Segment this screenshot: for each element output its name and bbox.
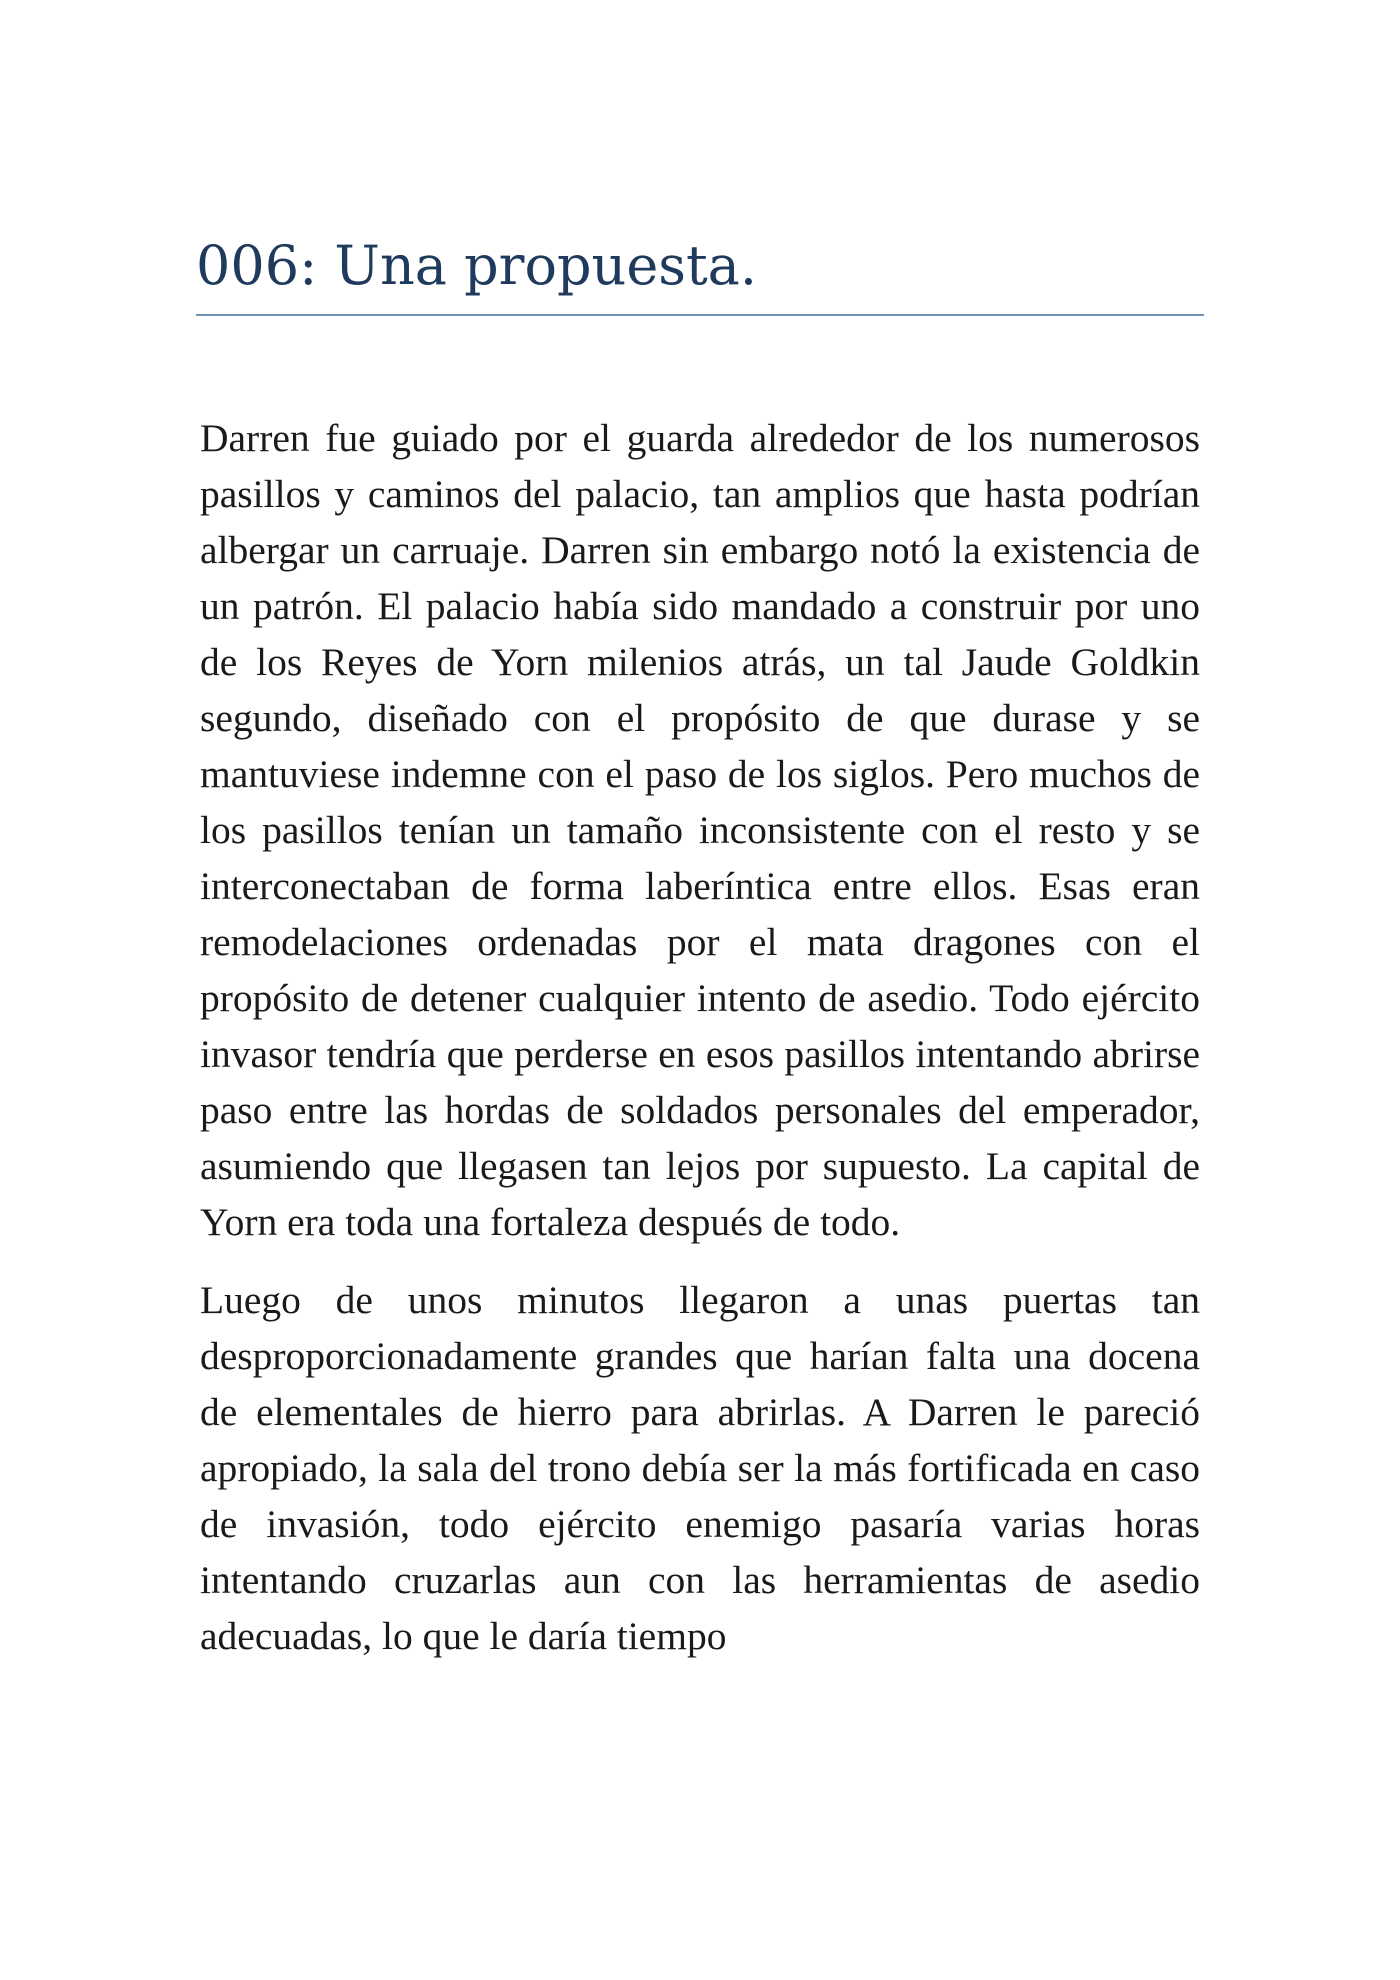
paragraph: Darren fue guiado por el guarda alrededor de los numerosos pasillos y caminos del palacio, tan amplios que hasta podrían albergar un carruaje. Darren sin embargo notó la existencia de un patrón. El palacio había sido mandado a construir por uno de los Reyes de Yorn milenios atrás, un tal Jaude Goldkin segundo, diseñado con el propósito de que durase y se mantuviese indemne con el paso de los siglos. Pero muchos de los pasillos tenían un tamaño inconsistente con el resto y se interconectaban de forma laberíntica entre ellos. Esas eran remodelaciones ordenadas por el mata dragones con el propósito de detener cualquier intento de asedio. Todo ejército invasor tendría que perderse en esos pasillos intentando abrirse paso entre las hordas de soldados personales del emperador, asumiendo que llegasen tan lejos por supuesto. La capital de Yorn era toda una fortaleza después de todo. [200, 416, 1200, 1244]
chapter-title: 006: Una propuesta. [196, 234, 758, 297]
chapter-body [200, 410, 1200, 1686]
paragraph: Luego de unos minutos llegaron a unas puertas tan desproporcionadamente grandes que harían falta una docena de elementales de hierro para abrirlas. A Darren le pareció apropiado, la sala del trono debía ser la más fortificada en caso de invasión, todo ejército enemigo pasaría varias horas intentando cruzarlas aun con las herramientas de asedio adecuadas, lo que le daría tiempo [200, 1278, 1200, 1658]
chapter-heading [196, 230, 1204, 316]
